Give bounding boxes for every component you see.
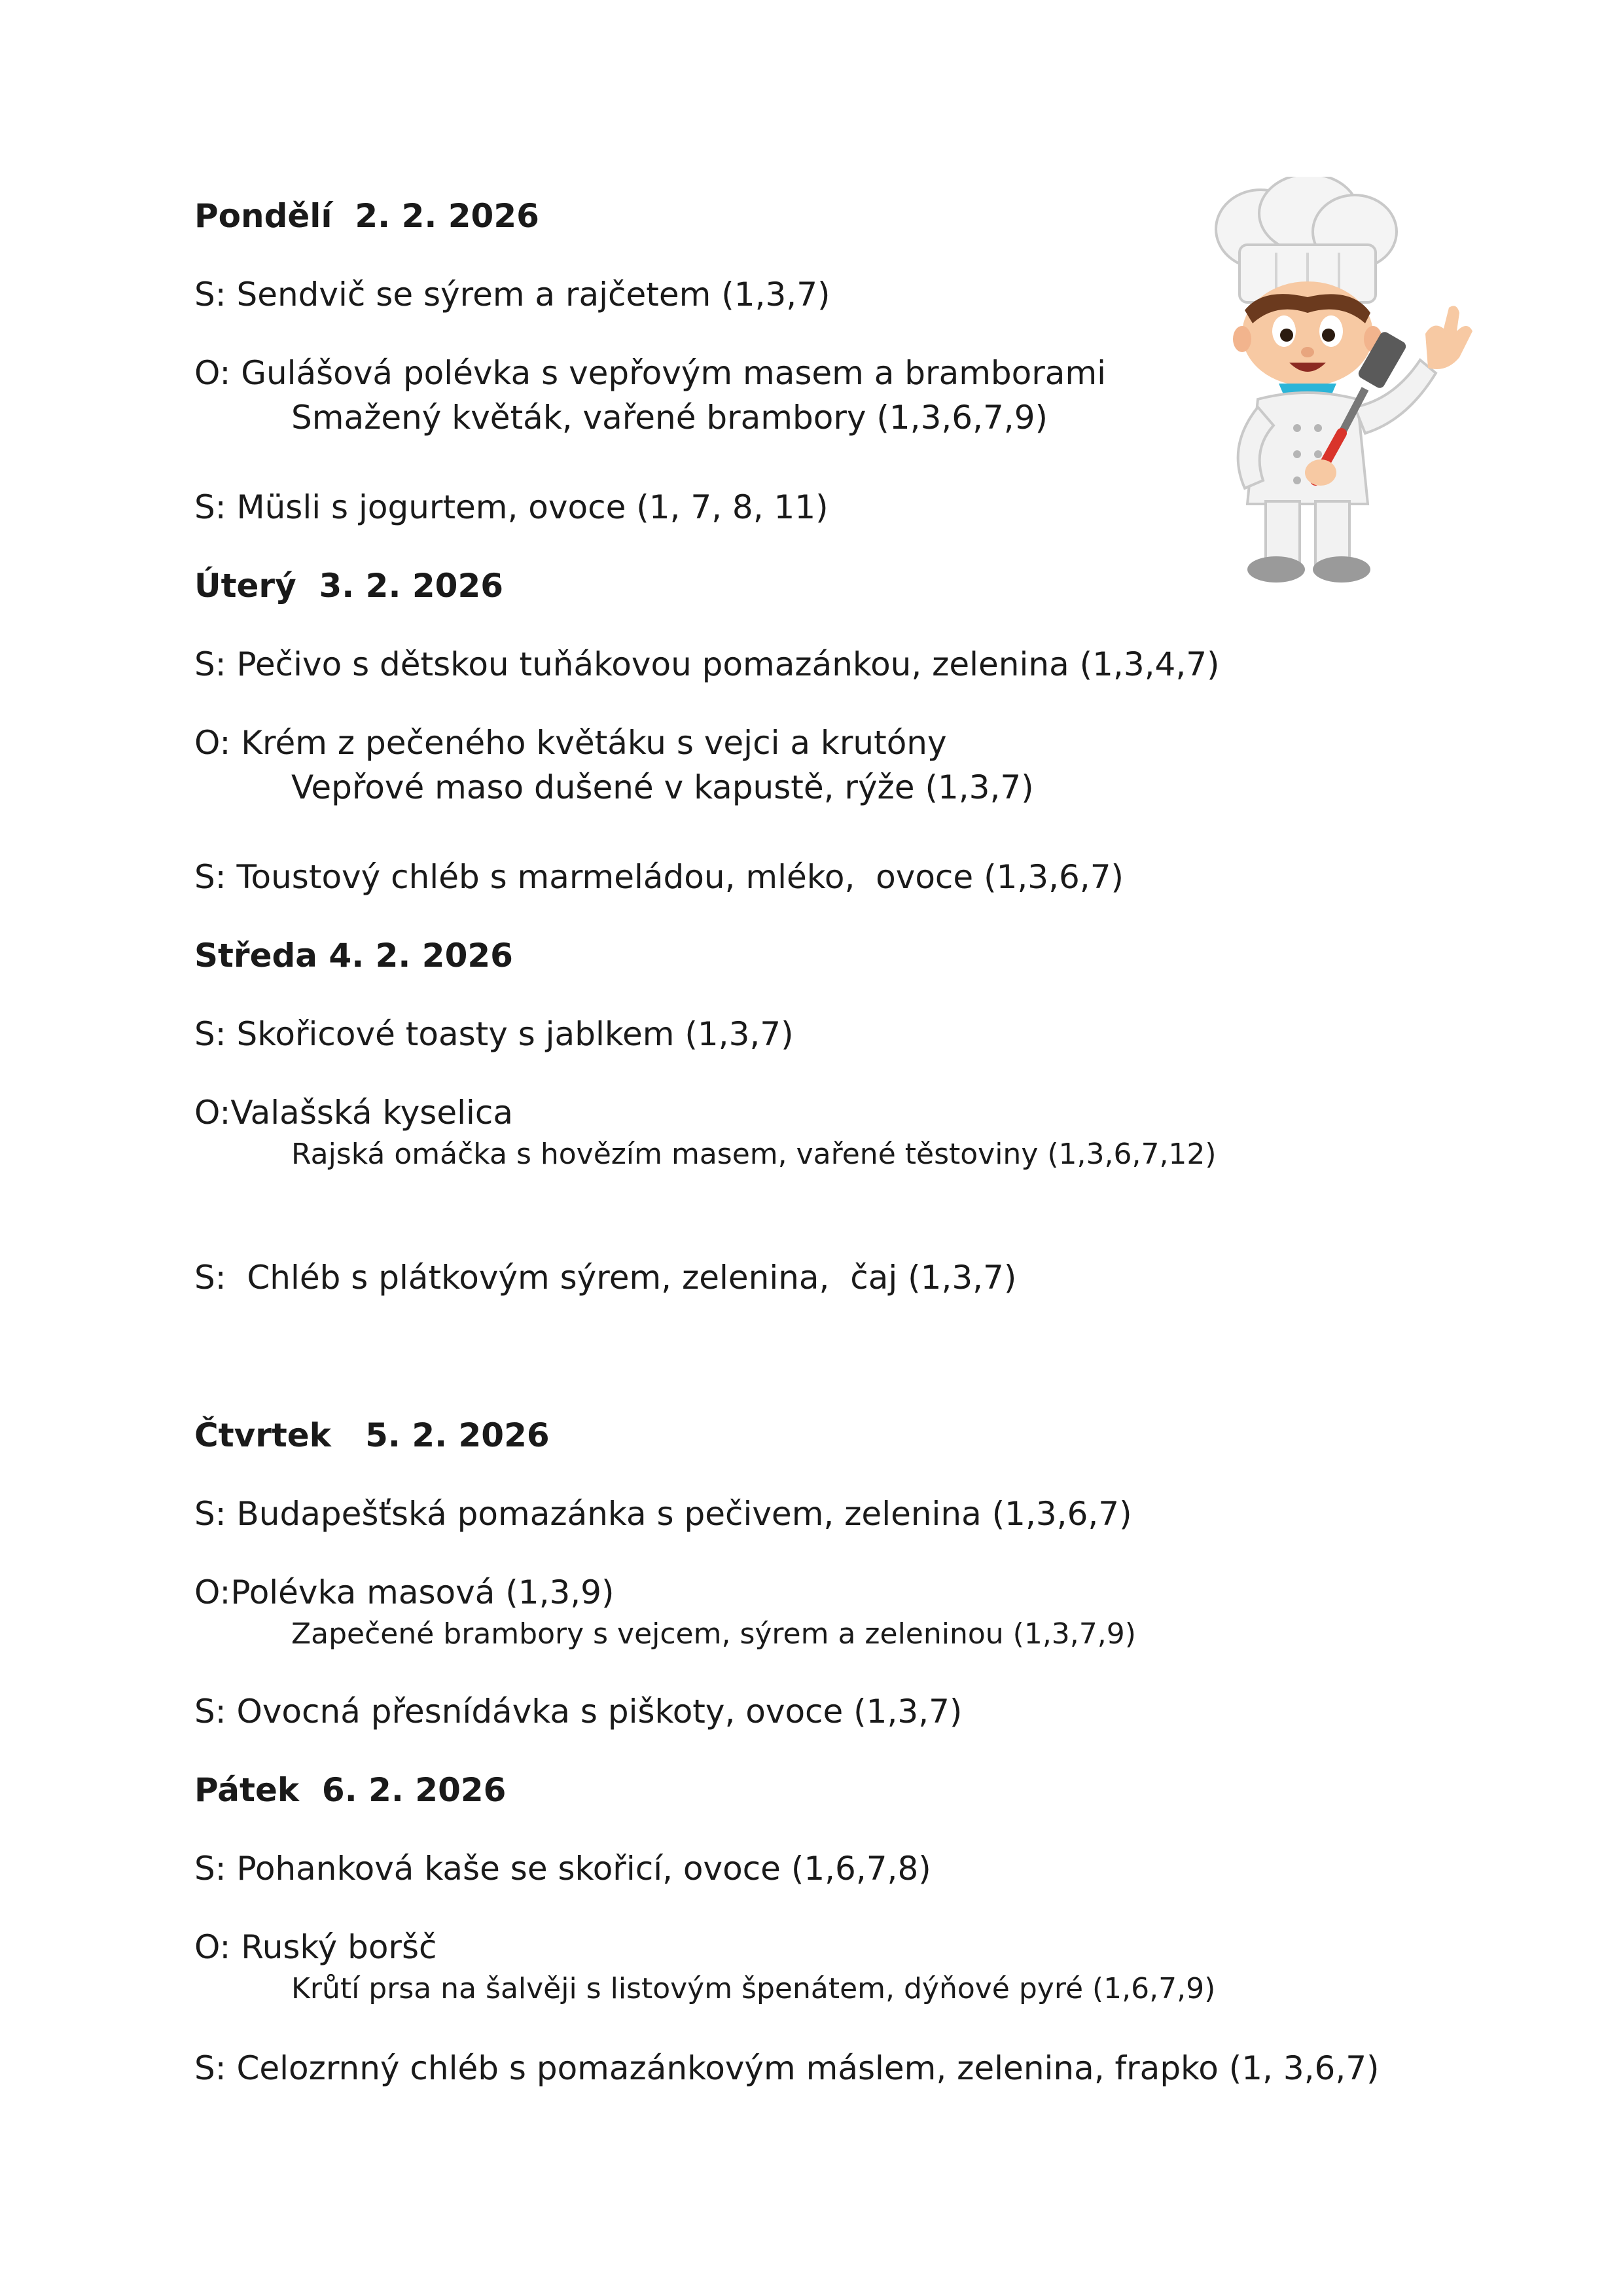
day-heading-monday: Pondělí 2. 2. 2026 (194, 197, 539, 235)
snack-am-tuesday: S: Pečivo s dětskou tuňákovou pomazánkou, zelenina (1,3,4,7) (194, 645, 1220, 683)
snack-pm-wednesday: S: Chléb s plátkovým sýrem, zelenina, čaj (1,3,7) (194, 1259, 1017, 1297)
day-heading-thursday: Čtvrtek 5. 2. 2026 (194, 1416, 550, 1454)
day-heading-wednesday: Středa 4. 2. 2026 (194, 937, 513, 975)
lunch-main-monday: Smažený květák, vařené brambory (1,3,6,7,9) (291, 399, 1048, 437)
snack-pm-tuesday: S: Toustový chléb s marmeládou, mléko, ovoce (1,3,6,7) (194, 858, 1124, 896)
snack-am-friday: S: Pohanková kaše se skořicí, ovoce (1,6,7,8) (194, 1850, 931, 1888)
lunch-soup-monday: O: Gulášová polévka s vepřovým masem a bramborami (194, 354, 1107, 392)
lunch-main-friday: Krůtí prsa na šalvěji s listovým špenátem, dýňové pyré (1,6,7,9) (291, 1972, 1216, 2005)
lunch-main-thursday: Zapečené brambory s vejcem, sýrem a zeleninou (1,3,7,9) (291, 1617, 1136, 1651)
chef-legs (1247, 501, 1370, 583)
snack-am-thursday: S: Budapešťská pomazánka s pečivem, zelenina (1,3,6,7) (194, 1495, 1132, 1533)
snack-am-wednesday: S: Skořicové toasty s jablkem (1,3,7) (194, 1015, 794, 1053)
lunch-soup-wednesday: O:Valašská kyselica (194, 1094, 514, 1132)
snack-pm-friday: S: Celozrnný chléb s pomazánkovým máslem, zelenina, frapko (1, 3,6,7) (194, 2049, 1380, 2087)
snack-pm-thursday: S: Ovocná přesnídávka s piškoty, ovoce (1,3,7) (194, 1693, 963, 1731)
snack-am-monday: S: Sendvič se sýrem a rajčetem (1,3,7) (194, 276, 830, 314)
day-heading-tuesday: Úterý 3. 2. 2026 (194, 567, 504, 605)
lunch-soup-friday: O: Ruský boršč (194, 1928, 437, 1966)
lunch-soup-thursday: O:Polévka masová (1,3,9) (194, 1573, 615, 1611)
snack-pm-monday: S: Müsli s jogurtem, ovoce (1, 7, 8, 11) (194, 488, 829, 526)
chef-icon (1145, 177, 1512, 596)
day-heading-friday: Pátek 6. 2. 2026 (194, 1771, 507, 1809)
lunch-main-wednesday: Rajská omáčka s hovězím masem, vařené těstoviny (1,3,6,7,12) (291, 1138, 1217, 1171)
lunch-soup-tuesday: O: Krém z pečeného květáku s vejci a krutóny (194, 724, 947, 762)
lunch-main-tuesday: Vepřové maso dušené v kapustě, rýže (1,3,7) (291, 768, 1034, 806)
